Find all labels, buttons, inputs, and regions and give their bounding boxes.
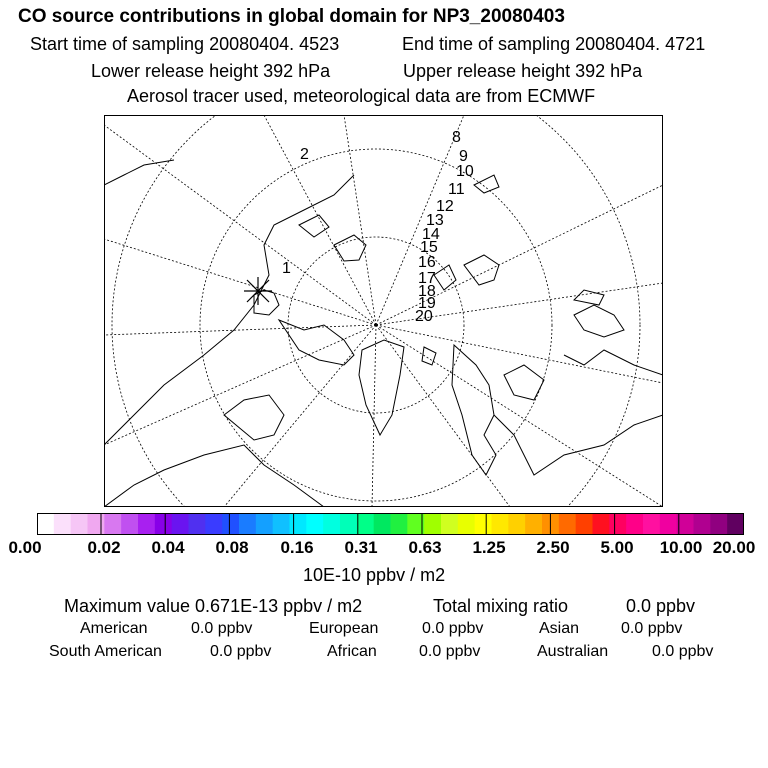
colorbar-cell bbox=[643, 513, 660, 535]
trajectory-labels bbox=[282, 129, 474, 325]
colorbar-tick-label: 0.31 bbox=[344, 538, 378, 557]
track-label: 18 bbox=[418, 283, 436, 300]
map-frame bbox=[105, 116, 663, 507]
track-label: 13 bbox=[426, 212, 444, 229]
polar-map bbox=[104, 115, 663, 507]
colorbar bbox=[37, 513, 744, 535]
region-value-african: 0.0 ppbv bbox=[419, 643, 481, 660]
colorbar-cell bbox=[609, 513, 626, 535]
colorbar-cell bbox=[576, 513, 593, 535]
colorbar-cell bbox=[256, 513, 273, 535]
region-name-european: European bbox=[309, 620, 379, 637]
colorbar-cell bbox=[475, 513, 492, 535]
maximum-value: Maximum value 0.671E-13 ppbv / m2 bbox=[64, 596, 363, 616]
colorbar-tick-label: 2.50 bbox=[536, 538, 570, 557]
track-label: 1 bbox=[282, 260, 291, 277]
colorbar-cell bbox=[172, 513, 189, 535]
region-name-american: American bbox=[80, 620, 148, 637]
colorbar-cell bbox=[54, 513, 71, 535]
colorbar-cell bbox=[374, 513, 391, 535]
tracer-note: Aerosol tracer used, meteorological data are from ECMWF bbox=[127, 86, 596, 106]
total-mixing-label: Total mixing ratio bbox=[433, 596, 569, 616]
colorbar-cell bbox=[189, 513, 206, 535]
track-label: 17 bbox=[418, 270, 436, 287]
meridian-lines bbox=[104, 115, 663, 507]
colorbar-cell bbox=[357, 513, 374, 535]
colorbar-tick-label: 10.00 bbox=[659, 538, 703, 557]
colorbar-tick-label: 0.02 bbox=[87, 538, 121, 557]
start-time-label: Start time of sampling 20080404. 4523 bbox=[30, 34, 340, 54]
colorbar-cell bbox=[424, 513, 441, 535]
upper-release-label: Upper release height 392 hPa bbox=[403, 61, 643, 81]
total-mixing-value: 0.0 ppbv bbox=[626, 596, 696, 616]
colorbar-cell bbox=[323, 513, 340, 535]
colorbar-cell bbox=[441, 513, 458, 535]
colorbar-cell bbox=[239, 513, 256, 535]
colorbar-cell bbox=[391, 513, 408, 535]
end-time-label: End time of sampling 20080404. 4721 bbox=[402, 34, 706, 54]
region-value-asian: 0.0 ppbv bbox=[621, 620, 683, 637]
colorbar-tick-label: 20.00 bbox=[712, 538, 756, 557]
colorbar-cell bbox=[727, 513, 744, 535]
colorbar-cell bbox=[155, 513, 172, 535]
region-value-australian: 0.0 ppbv bbox=[652, 643, 714, 660]
colorbar-tick-label: 0.08 bbox=[215, 538, 249, 557]
latitude-circles bbox=[112, 115, 640, 507]
colorbar-cell bbox=[525, 513, 542, 535]
region-name-south-american: South American bbox=[49, 643, 162, 660]
colorbar-units: 10E-10 ppbv / m2 bbox=[303, 565, 446, 585]
colorbar-cell bbox=[37, 513, 54, 535]
colorbar-cell bbox=[508, 513, 525, 535]
track-label: 9 bbox=[459, 148, 468, 165]
colorbar-cell bbox=[138, 513, 155, 535]
track-label: 19 bbox=[418, 295, 436, 312]
region-value-south-american: 0.0 ppbv bbox=[210, 643, 272, 660]
colorbar-cell bbox=[222, 513, 239, 535]
colorbar-tick-label: 0.00 bbox=[8, 538, 42, 557]
region-value-american: 0.0 ppbv bbox=[191, 620, 253, 637]
release-marker-icon bbox=[244, 277, 272, 305]
colorbar-cell bbox=[458, 513, 475, 535]
colorbar-tick-label: 1.25 bbox=[472, 538, 506, 557]
colorbar-cell bbox=[340, 513, 357, 535]
track-label: 2 bbox=[300, 146, 309, 163]
colorbar-cell bbox=[710, 513, 727, 535]
region-name-asian: Asian bbox=[539, 620, 580, 637]
plot-title: CO source contributions in global domain for NP3_20080403 bbox=[18, 6, 565, 27]
track-label: 12 bbox=[436, 198, 454, 215]
colorbar-cell bbox=[593, 513, 610, 535]
track-label: 16 bbox=[418, 254, 436, 271]
colorbar-tick-label: 0.04 bbox=[151, 538, 185, 557]
colorbar-cell bbox=[626, 513, 643, 535]
track-label: 10 bbox=[456, 163, 474, 180]
track-label: 11 bbox=[448, 181, 465, 198]
track-label: 14 bbox=[422, 226, 440, 243]
colorbar-cell bbox=[104, 513, 121, 535]
colorbar-cell bbox=[492, 513, 509, 535]
colorbar-cell bbox=[71, 513, 88, 535]
track-label: 20 bbox=[415, 308, 433, 325]
colorbar-cell bbox=[660, 513, 677, 535]
colorbar-cell bbox=[306, 513, 323, 535]
coastlines bbox=[104, 160, 663, 507]
colorbar-cell bbox=[121, 513, 138, 535]
colorbar-tick-label: 0.63 bbox=[408, 538, 442, 557]
colorbar-cell bbox=[273, 513, 290, 535]
region-name-australian: Australian bbox=[537, 643, 609, 660]
region-value-european: 0.0 ppbv bbox=[422, 620, 484, 637]
colorbar-cell bbox=[559, 513, 576, 535]
colorbar-tick-label: 0.16 bbox=[280, 538, 314, 557]
colorbar-cell bbox=[88, 513, 105, 535]
region-name-african: African bbox=[327, 643, 377, 660]
colorbar-cell bbox=[694, 513, 711, 535]
track-label: 15 bbox=[420, 239, 438, 256]
colorbar-tick-label: 5.00 bbox=[600, 538, 634, 557]
lower-release-label: Lower release height 392 hPa bbox=[91, 61, 331, 81]
colorbar-cell bbox=[205, 513, 222, 535]
colorbar-cell bbox=[290, 513, 307, 535]
track-label: 8 bbox=[452, 129, 461, 146]
